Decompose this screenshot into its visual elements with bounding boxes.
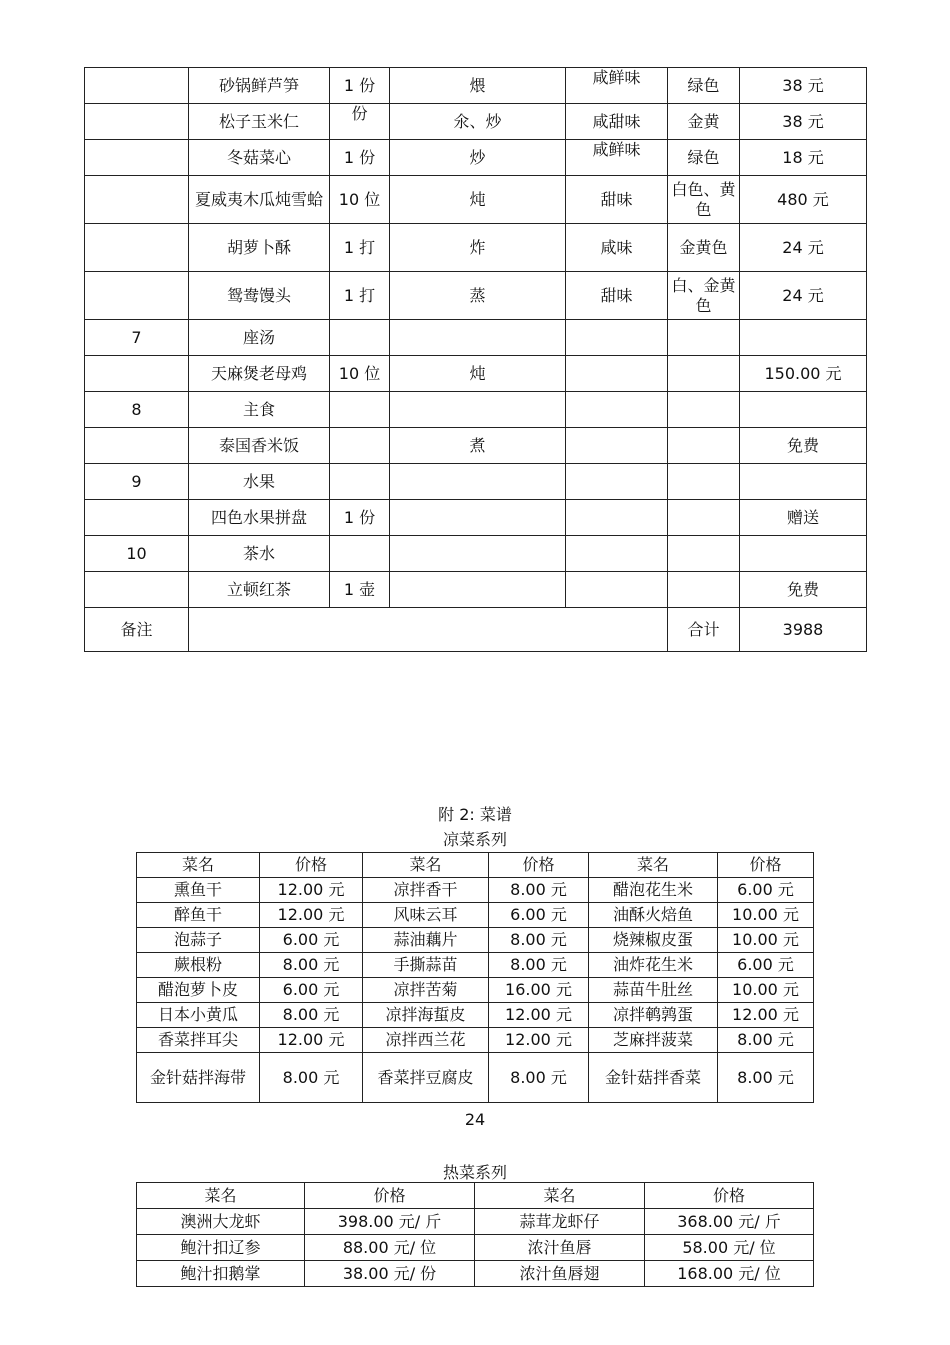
- dish-name-cell: 醉鱼干: [137, 903, 260, 928]
- menu-color-cell: [668, 500, 740, 536]
- menu-qty-cell: 份: [330, 104, 390, 140]
- dish-name-cell: 澳洲大龙虾: [137, 1209, 305, 1235]
- price-cell: 8.00 元: [718, 1053, 814, 1103]
- menu-taste-cell: [566, 392, 668, 428]
- menu-method-cell: 煮: [390, 428, 566, 464]
- menu-taste-cell: [566, 500, 668, 536]
- menu-dish-cell: 四色水果拼盘: [189, 500, 330, 536]
- menu-method-cell: 炖: [390, 356, 566, 392]
- menu-color-cell: 金黄色: [668, 224, 740, 272]
- menu-qty-cell: [330, 320, 390, 356]
- price-cell: 8.00 元: [489, 928, 589, 953]
- dish-name-cell: 鲍汁扣辽参: [137, 1235, 305, 1261]
- table-row: [137, 1209, 814, 1235]
- menu-taste-cell: 甜味: [566, 272, 668, 320]
- menu-row: [85, 464, 867, 500]
- menu-row: [85, 428, 867, 464]
- price-cell: 10.00 元: [718, 978, 814, 1003]
- menu-taste-cell: [566, 536, 668, 572]
- menu-price-cell: 150.00 元: [740, 356, 867, 392]
- menu-price-cell: 480 元: [740, 176, 867, 224]
- menu-method-cell: [390, 464, 566, 500]
- price-cell: 8.00 元: [260, 1053, 363, 1103]
- menu-method-cell: 炖: [390, 176, 566, 224]
- total-label: 合计: [668, 608, 740, 652]
- cold-dishes-table: [136, 852, 814, 1103]
- menu-qty-cell: [330, 536, 390, 572]
- price-header: 价格: [718, 853, 814, 878]
- menu-taste-cell: [566, 572, 668, 608]
- price-cell: 168.00 元/ 位: [645, 1261, 814, 1287]
- menu-row: [85, 356, 867, 392]
- table-row: [137, 878, 814, 903]
- menu-method-cell: [390, 320, 566, 356]
- menu-taste-cell: [566, 320, 668, 356]
- menu-row: [85, 320, 867, 356]
- dish-name-cell: 浓汁鱼唇: [475, 1235, 645, 1261]
- menu-qty-cell: 1 份: [330, 500, 390, 536]
- menu-no-cell: [85, 140, 189, 176]
- dish-name-cell: 烧辣椒皮蛋: [589, 928, 718, 953]
- table-row: [137, 1053, 814, 1103]
- menu-price-cell: 38 元: [740, 104, 867, 140]
- dish-name-cell: 醋泡萝卜皮: [137, 978, 260, 1003]
- price-cell: 38.00 元/ 份: [305, 1261, 475, 1287]
- menu-no-cell: [85, 500, 189, 536]
- price-header: 价格: [260, 853, 363, 878]
- price-cell: 12.00 元: [489, 1028, 589, 1053]
- remark-label: 备注: [85, 608, 189, 652]
- menu-method-cell: 煨: [390, 68, 566, 104]
- menu-no-cell: [85, 224, 189, 272]
- menu-dish-cell: 泰国香米饭: [189, 428, 330, 464]
- dish-name-cell: 浓汁鱼唇翅: [475, 1261, 645, 1287]
- menu-qty-cell: 10 位: [330, 176, 390, 224]
- hot-dishes-table: [136, 1182, 814, 1287]
- menu-taste-cell: [566, 428, 668, 464]
- dish-name-cell: 凉拌西兰花: [363, 1028, 489, 1053]
- menu-dish-cell: 夏威夷木瓜炖雪蛤: [189, 176, 330, 224]
- price-cell: 10.00 元: [718, 928, 814, 953]
- price-cell: 6.00 元: [489, 903, 589, 928]
- dish-name-cell: 凉拌鹌鹑蛋: [589, 1003, 718, 1028]
- dish-name-cell: 泡蒜子: [137, 928, 260, 953]
- price-cell: 12.00 元: [260, 878, 363, 903]
- menu-qty-cell: 1 打: [330, 272, 390, 320]
- dish-name-cell: 金针菇拌海带: [137, 1053, 260, 1103]
- remark-value: [189, 608, 668, 652]
- menu-color-cell: [668, 572, 740, 608]
- price-header: 价格: [305, 1183, 475, 1209]
- price-cell: 10.00 元: [718, 903, 814, 928]
- menu-row: [85, 224, 867, 272]
- menu-price-cell: 免费: [740, 428, 867, 464]
- menu-no-cell: 10: [85, 536, 189, 572]
- menu-color-cell: 白、金黄色: [668, 272, 740, 320]
- table-row: [137, 903, 814, 928]
- table-row: [137, 1261, 814, 1287]
- menu-color-cell: [668, 320, 740, 356]
- dish-name-cell: 凉拌海蜇皮: [363, 1003, 489, 1028]
- menu-method-cell: 炸: [390, 224, 566, 272]
- menu-color-cell: [668, 392, 740, 428]
- appendix-title: 附 2: 菜谱: [438, 805, 512, 824]
- price-cell: 12.00 元: [718, 1003, 814, 1028]
- menu-color-cell: 绿色: [668, 140, 740, 176]
- price-cell: 8.00 元: [260, 1003, 363, 1028]
- price-cell: 398.00 元/ 斤: [305, 1209, 475, 1235]
- menu-taste-cell: 甜味: [566, 176, 668, 224]
- menu-no-cell: [85, 104, 189, 140]
- hot-dishes-title: 热菜系列: [442, 1163, 507, 1182]
- price-cell: 368.00 元/ 斤: [645, 1209, 814, 1235]
- menu-dish-cell: 天麻煲老母鸡: [189, 356, 330, 392]
- menu-qty-cell: 1 份: [330, 68, 390, 104]
- menu-no-cell: [85, 572, 189, 608]
- menu-row: [85, 140, 867, 176]
- total-value: 3988: [740, 608, 867, 652]
- dish-name-cell: 日本小黄瓜: [137, 1003, 260, 1028]
- menu-row: [85, 392, 867, 428]
- menu-dish-cell: 砂锅鲜芦笋: [189, 68, 330, 104]
- menu-color-cell: [668, 464, 740, 500]
- dish-name-cell: 凉拌香干: [363, 878, 489, 903]
- table-row: [137, 953, 814, 978]
- price-cell: 16.00 元: [489, 978, 589, 1003]
- menu-price-cell: 免费: [740, 572, 867, 608]
- menu-qty-cell: [330, 464, 390, 500]
- price-cell: 6.00 元: [718, 953, 814, 978]
- table-row: [137, 928, 814, 953]
- menu-row: [85, 536, 867, 572]
- menu-price-cell: 24 元: [740, 224, 867, 272]
- menu-taste-cell: [566, 356, 668, 392]
- menu-price-cell: [740, 320, 867, 356]
- dish-name-cell: 凉拌苦菊: [363, 978, 489, 1003]
- dish-name-header: 菜名: [137, 853, 260, 878]
- menu-taste-cell: 咸鲜味: [566, 68, 668, 104]
- menu-taste-cell: 咸甜味: [566, 104, 668, 140]
- price-cell: 6.00 元: [260, 978, 363, 1003]
- menu-taste-cell: 咸鲜味: [566, 140, 668, 176]
- dish-name-cell: 蒜油藕片: [363, 928, 489, 953]
- menu-no-cell: [85, 68, 189, 104]
- table-header-row: [137, 853, 814, 878]
- price-cell: 8.00 元: [260, 953, 363, 978]
- menu-no-cell: [85, 176, 189, 224]
- price-cell: 12.00 元: [489, 1003, 589, 1028]
- menu-price-cell: 18 元: [740, 140, 867, 176]
- menu-method-cell: [390, 572, 566, 608]
- menu-taste-cell: 咸味: [566, 224, 668, 272]
- dish-name-cell: 鲍汁扣鹅掌: [137, 1261, 305, 1287]
- menu-price-cell: 24 元: [740, 272, 867, 320]
- dish-name-cell: 金针菇拌香菜: [589, 1053, 718, 1103]
- remark-total-row: [85, 608, 867, 652]
- banquet-menu-table: [84, 67, 867, 652]
- price-cell: 8.00 元: [489, 953, 589, 978]
- menu-price-cell: [740, 392, 867, 428]
- menu-price-cell: [740, 536, 867, 572]
- menu-row: [85, 176, 867, 224]
- menu-qty-cell: [330, 392, 390, 428]
- menu-row: [85, 104, 867, 140]
- menu-row: [85, 500, 867, 536]
- price-header: 价格: [489, 853, 589, 878]
- dish-name-cell: 蒜茸龙虾仔: [475, 1209, 645, 1235]
- menu-dish-cell: 松子玉米仁: [189, 104, 330, 140]
- menu-dish-cell: 胡萝卜酥: [189, 224, 330, 272]
- dish-name-header: 菜名: [589, 853, 718, 878]
- menu-method-cell: 蒸: [390, 272, 566, 320]
- menu-no-cell: 8: [85, 392, 189, 428]
- price-header: 价格: [645, 1183, 814, 1209]
- menu-method-cell: [390, 392, 566, 428]
- menu-color-cell: 绿色: [668, 68, 740, 104]
- dish-name-cell: 芝麻拌菠菜: [589, 1028, 718, 1053]
- menu-qty-cell: 10 位: [330, 356, 390, 392]
- table-row: [137, 1028, 814, 1053]
- table-row: [137, 1003, 814, 1028]
- dish-name-header: 菜名: [137, 1183, 305, 1209]
- menu-no-cell: 9: [85, 464, 189, 500]
- dish-name-cell: 风味云耳: [363, 903, 489, 928]
- menu-qty-cell: 1 打: [330, 224, 390, 272]
- price-cell: 8.00 元: [489, 878, 589, 903]
- dish-name-header: 菜名: [475, 1183, 645, 1209]
- menu-price-cell: [740, 464, 867, 500]
- menu-no-cell: [85, 428, 189, 464]
- menu-dish-cell: 座汤: [189, 320, 330, 356]
- menu-method-cell: 炒: [390, 140, 566, 176]
- price-cell: 58.00 元/ 位: [645, 1235, 814, 1261]
- dish-name-cell: 手撕蒜苗: [363, 953, 489, 978]
- price-cell: 12.00 元: [260, 903, 363, 928]
- dish-name-header: 菜名: [363, 853, 489, 878]
- menu-color-cell: 金黄: [668, 104, 740, 140]
- menu-color-cell: [668, 356, 740, 392]
- menu-dish-cell: 鸳鸯馒头: [189, 272, 330, 320]
- menu-row: [85, 272, 867, 320]
- menu-taste-cell: [566, 464, 668, 500]
- menu-dish-cell: 茶水: [189, 536, 330, 572]
- menu-price-cell: 赠送: [740, 500, 867, 536]
- menu-qty-cell: 1 壶: [330, 572, 390, 608]
- price-cell: 8.00 元: [718, 1028, 814, 1053]
- menu-row: [85, 68, 867, 104]
- menu-method-cell: 氽、炒: [390, 104, 566, 140]
- menu-method-cell: [390, 500, 566, 536]
- dish-name-cell: 蕨根粉: [137, 953, 260, 978]
- menu-color-cell: [668, 428, 740, 464]
- menu-no-cell: 7: [85, 320, 189, 356]
- menu-dish-cell: 水果: [189, 464, 330, 500]
- menu-no-cell: [85, 356, 189, 392]
- dish-name-cell: 香菜拌耳尖: [137, 1028, 260, 1053]
- price-cell: 8.00 元: [489, 1053, 589, 1103]
- menu-no-cell: [85, 272, 189, 320]
- menu-dish-cell: 主食: [189, 392, 330, 428]
- page-number: 24: [464, 1110, 486, 1129]
- dish-name-cell: 油炸花生米: [589, 953, 718, 978]
- menu-dish-cell: 冬菇菜心: [189, 140, 330, 176]
- menu-row: [85, 572, 867, 608]
- dish-name-cell: 油酥火焙鱼: [589, 903, 718, 928]
- menu-dish-cell: 立顿红茶: [189, 572, 330, 608]
- dish-name-cell: 熏鱼干: [137, 878, 260, 903]
- menu-method-cell: [390, 536, 566, 572]
- menu-price-cell: 38 元: [740, 68, 867, 104]
- menu-qty-cell: [330, 428, 390, 464]
- dish-name-cell: 蒜苗牛肚丝: [589, 978, 718, 1003]
- table-row: [137, 978, 814, 1003]
- dish-name-cell: 香菜拌豆腐皮: [363, 1053, 489, 1103]
- dish-name-cell: 醋泡花生米: [589, 878, 718, 903]
- price-cell: 88.00 元/ 位: [305, 1235, 475, 1261]
- table-header-row: [137, 1183, 814, 1209]
- price-cell: 12.00 元: [260, 1028, 363, 1053]
- price-cell: 6.00 元: [718, 878, 814, 903]
- menu-color-cell: 白色、黄色: [668, 176, 740, 224]
- table-row: [137, 1235, 814, 1261]
- menu-qty-cell: 1 份: [330, 140, 390, 176]
- cold-dishes-title: 凉菜系列: [442, 830, 507, 849]
- menu-color-cell: [668, 536, 740, 572]
- price-cell: 6.00 元: [260, 928, 363, 953]
